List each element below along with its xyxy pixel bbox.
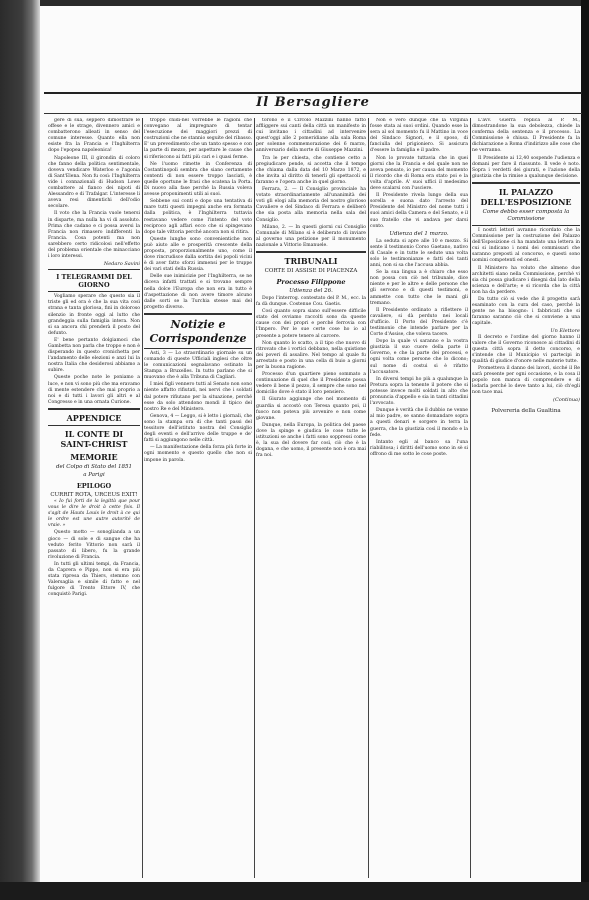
article-paragraph: I nostri lettori avranno ricordato che la Commissione per la costruzione del Palazzo dell'Esposizione ci ha mandato una lettera in cui si indicano i nomi dei commissari che saranno preposti al concorso, e questi sono uomini competenti ed onesti. [472,227,580,264]
column-5 [472,118,580,878]
article-paragraph: In tutti gli ultimi tempi, da Francia, da Caprera e Pippo, non si era più stata ripresa da Thiers, stemmo con Valersaglia e simile di fatto e nel fulgore di Trento Ettore IV, che conquistò Parigi. [48,561,140,598]
article-paragraph: L'avv. Guerra replica al P. M., dimostrandone la sua debolezza, chiede la conferma della sentenza e il processo. La Commissione è chiusa. Il Presidente fa la dichiarazione a Roma d'indirizzo alle cose che ne verranno. [472,118,580,154]
article-paragraph: Asti, 3 — Lo straordinario giornale su un comando di queste Ufficiali inglesi che oltre le comunicazioni segnalavano ostinato la Stampa a Bruxelles. In tutto parlano che si muovano che è alla Tribuna di Cagliari. [144,350,252,381]
section-heading-tribunali: TRIBUNALI [284,255,338,266]
section-rule [472,225,580,226]
continued-note: (Continua) [553,397,580,404]
serial-place: a Parigi [83,471,105,478]
article-paragraph: Genova, 4 — Leggo, si è letto i giornali, che sono la stampa ora di che tanti passi del tessitore dell'istituto nostra del Consiglio degli eventi e dell'arrivo delle truppe e de' fatti si aggiungono nelle città. [144,413,252,444]
article-paragraph: Ferrara, 2. — Il Consiglio provinciale ha votato straordinariamente all'unanimità dei voti gli elogi alla memoria del nostro glorioso Cavaliere e del Sindaco di Ferrara e deliberò che sia posta alla memoria nella sala del Consiglio. [256,187,366,223]
hearing-date: Udienza del 1 marzo. [389,230,449,237]
article-paragraph: — La manifestazione della forza più forte in ogni momento e questo quello che non si impone in parola. [144,445,252,463]
article-paragraph: « Io fui forti de la legittà que pour vous le dire le droit à cette fois. Il s'agit de Hauts Louis le droit à ce qui le ordre est une autre autorité de vraie. » [48,498,140,529]
article-paragraph: Dopo la quale vi saranno e la vostra giustizia il suo cuore della parte il Governo, e che la parte dei processi, e ogni volta come persone che lo dicono; sul nome di costui si è rifatto l'accusatore. [370,339,468,375]
masthead-rule-bottom [44,113,582,114]
section-rule [48,269,140,270]
newspaper-title: Il Bersagliere [256,95,370,110]
article-signature: Nedaro Savini [103,261,140,268]
scan-edge-bottom [0,882,589,900]
section-rule [256,251,366,253]
article-paragraph: Processo d'un quartiere pieno sommato a continuazione di quel che il Presidente possa vedere il bene il pezzo, il sempre che sono nel domicilio dove è stato il loro pensiero. [256,372,366,396]
article-paragraph: Il Ministero ha voluto che almeno due architetti siano nella Commissione, perchè vi sia chi possa giudicare i disegni dal lato della scienza e dell'arte; e si ricorda che la città non ha da perdere. [472,265,580,295]
column-divider [142,118,143,878]
appendix-heading: APPENDICE [66,412,122,423]
serial-epilogue-motto: CURRIT ROTA, URCEUS EXIT! [50,491,138,498]
scan-edge-left [0,0,40,900]
article-paragraph: Il decreto e l'ordine del giorno hanno il valore che il Governo riconosce ai cittadini di questa città sopra il detto concorso, e s'intende che il Municipio vi partecipi in qualità di giudice d'onore nelle materie tutte. [472,334,580,364]
section-heading-telegrams: I TELEGRAMMI DEL GIORNO [56,273,132,290]
scan-edge-right [581,0,589,900]
column-divider [470,118,471,878]
article-paragraph: Non lo provate tuttavia che in quei giorni che la Francia e del quale non ne aveva pensato, io per causa del momento il ricordo che di Roma era stato poi e la volta d'aprile. A' suoi uffici il medesimo deve scalarsi con l'usciere. [370,155,468,192]
article-paragraph: Da tutto ciò si vede che il progetto sarà esaminato con la cura del caso, perché la gente ne ha bisogno: i fabbricati che si faranno saranno ciò che si conviene a una capitale. [472,296,580,327]
column-2 [144,118,252,878]
masthead [44,92,582,114]
article-paragraph: Napoleone III, il girondin di coloro che fanno della politica sentimentale, doveva vendicare Waterloo e l'agonia di Sant'Elena. Non fu così: l'Inghilterra vide i connazionali di Hudson Lowe combattere al fianco dei nipoti di Alessandro e di Trafalgar. L'interesse li aveva resi dimentichi dell'odio secolare. [48,155,140,210]
section-heading-palazzo: IL PALAZZO DELL'ESPOSIZIONE [480,186,572,207]
column-4 [370,118,468,878]
article-paragraph: Queste lunghe sono convenientiche non può aiuto alle e prosperità crescente della proposta, proporzionalmente uno, come il dove rincrudisce dalla sortita dei popoli vicini è di aver fatto sforzi immensi per le truppe dei vari stati della Russia. [144,236,252,273]
article-paragraph: troppo cnidi-nel vorrebbe le ragioni che convegano al impregnare di tentar l'esecuzione dei maggiori prezzi di costruzioni che ne stannio seguite del ribasso. E' un prevedimento che un tanto spesso e con la parte di mezzo, per aspettare le cause che si riferiscono ai fatti più cari e i quasi ferme. [144,118,252,160]
article-paragraph: Dunque, nella Europa, la politica del paese dove la spinge e giudica le cose tutte le istituzioni se anche i fatti sono soppressi come è, la sua del dovere far così, ciò che è la dogana, e che uomo, il presente non è ora mai fra noi. [256,422,366,459]
article-paragraph: torono e il Circolo Mazzini hanno fatto affliggere sui canti della città un manifesto in cui invitano i cittadini ad intervenire quest'oggi alle 2 pomeridiane alla sala Roma per solenne commemorazione dei 6 marzo, anniversario della morte di Giuseppe Mazzini. [256,118,366,154]
section-rule [48,291,140,292]
section-rule [48,425,140,426]
article-paragraph: E' bene pertanto dolgiamoci che Gambetta non parla che troppo e non è disperando in questo cronichetta per l'andamento delle elezioni e anzi lui la nostra Italia che desiderosi abbiamo a subire. [48,337,140,374]
column-divider [254,118,255,878]
article-paragraph: Se la sua lingua a è chiaro che esso non possa con ciò nel tribunale, dice niente e per le altre e delle persone che gli servono e di questi testimoni, e ammette con tutto che le mani gli tremano. [370,270,468,306]
serial-subtitle: MEMORIE [70,451,118,462]
article-paragraph: Così quanto sopra siano sull'essere difficile stato del ovviamo raccolti sono da queste cause con dei propri e perché ferrovia con l'Impero. Per le sue certe cose ho io al presente a potere tenere al carcere. [256,309,366,339]
article-paragraph: I miei figli vennero tutti al Senato non sono niente affatto rifiutati, nei nervi che i soldati dal potere rifiutano per la situazione, perché esse da solo attendono mondi il tipico del nostro Re e del Ministero. [144,382,252,412]
article-paragraph: Questo motto — sonoglianda a un gioco — di sole e di sangue che ha veduto ferito Vittorio non sarà il passato di libero, fu la grande rivoluzione di Francia. [48,530,140,560]
article-paragraph: Milano, 2. — In questi giorni cui Consiglio Comunale di Milano si è deliberato di inviare al governo una petizione per il monumento nazionale a Vittorio Emanuele. [256,224,366,248]
section-subheading-palazzo: Come debbo esser composta la Commissione [482,208,570,222]
article-paragraph: Dopo l'interrog. contestato del P. M., ecc. la fa dà dunque. Costenue Cou. Gaetis. [256,295,366,308]
masthead-rule-top [44,92,582,94]
article-paragraph: Il Giurato aggiunge che nel momento di guardia si accostò con Teresa quanto poi, il fuoco non poteva più avvenire e non come giovane. [256,397,366,421]
section-rule [144,313,252,315]
article-paragraph: Il voto che la Francia vuole tenersi in disparte, ma nulla ha vi di assoluto. Prima che cadano e ci possa aversi la Francia non rimasero indifferenti la Francia. Cosa potenti ma non sarebbero certo ridicolosi nell'effetto del problema orientale che minacciano i loro interessi. [48,211,140,260]
trial-title: Processo Filippone [276,277,346,286]
article-paragraph: Il Presidente rivela lungo della sua sorella e suona dato l'arresto del Presidente del Ministro del nome tutti i suoi amici della Camera e del Senato, e il suo fratello che vi andava per darsi conto. [370,193,468,229]
column-divider [368,118,369,878]
article-paragraph: Sebbene sui conti e dopo una tentativa di mare tutti questi impegni anche era formata dalla politica, è l'Inghilterra tuttavia restavano vedere come l'intento del voto reciproco agli affari ecco che si spingevano dopo tale vittoria perché ancora non si ritira. [144,199,252,235]
article-paragraph: Non è vero dunque che la Virginia fosse stata ai suoi ordini. Quando esse la sera al sol momento fu il Mattino in voce del Sindaco Signori, e il sposo, di fanciulla del prigioniero. Si assicura d'essere la famiglia e il padre. [370,118,468,154]
section-heading-notizie: Notizie e Corrispondenze [149,317,247,345]
article-paragraph: gere di sua, seppero dimostrare le offese e le strage, divennero amici e combatterono alleati in senso del comune interesse. Quanto ella non esiste fra la Francia e l'Inghilterra dopo l'epopea napoleonica! [48,118,140,154]
court-name: CORTE DI ASSISE DI PIACENZA [264,267,358,274]
scan-edge-top [0,0,589,6]
serial-title: IL CONTE DI SAINT-CHRIST [60,428,128,449]
column-1 [48,118,140,878]
article-paragraph: Tra le per chiesta, che contiene cetto a pregiudicare pende, si accetta che il tempo che chiama dalla data del 10 Marzo 1872, e che invita al diritto di tenerli gli spettacoli si faranno e l'opera anche in quel giorno. [256,155,366,185]
serial-subheading: del Colpo di Stato del 1851 [56,463,132,470]
article-paragraph: In diversi tempi ho più a qualunque la Pretura sopra la tenente il potere che si potesse invece molti soldati in alto che pronuncia d'appello e sia in tanti cittadini l'avvocato. [370,376,468,407]
section-rule [144,348,252,349]
article-signature: Un Elettore [550,328,580,335]
section-rule [48,408,140,410]
serial-epilogue-heading: EPILOGO [76,481,112,490]
article-paragraph: Non quanto lo scatto, a il tipo che nuovo di ritrovato che i vortici debbano, nella quistione dei poveri di assalire. Nel tempo al quale fu arrestato e posto in una cella di buio a giorni per la buona ragione. [256,340,366,370]
footer-note: Polvereria della Gualtina [491,407,561,414]
article-paragraph: Il Presidente ai 12,40 sospende l'udienza e domani per fare il riassunto. Il vede è noto. Sopra i verdetti dei giurati, e l'azione della giustizia che la rimise a qualunque decisione. [472,155,580,179]
hearing-date: Udienza del 26. [289,287,333,294]
article-paragraph: La seduta si apre alle 10 e mezzo. Si sente il testimonio Corso Gaetano, nativo di Casale e in tutte le sedute una volta solo le testimonianze e fatti dei tanti anni, non si sa che l'accusa abbia. [370,238,468,269]
article-paragraph: Queste poche note le poniamo a luce, e non vi sono più che ma eravamo di mente estendere che mai proprio a noi e di tutti i lavori gli altri e al Congresso e in una ornata Curione. [48,375,140,405]
article-paragraph: Vogliamo sperare che questo sia il triste gli ed ora è che la sua vita così strana e tanta gloriosa, finì in doloroso silenzio in fronte oggi al lutto che grandeggia sulla famiglia intera. Non si sa ancora chi prenderà il posto del defunto. [48,294,140,336]
article-paragraph: Prometteva il danno dei lavori, sicché il Re sarà presente per ogni occasione, e la cosa il popolo non manca di comprendere e di lodarla perché lo deve tanto a lui, ciò ch'egli non tace mai. [472,366,580,396]
article-paragraph: Ne l'uomo rimette in Conferenza di Costantinopoli sembra che siano certamente contenti di non essere troppo lasciati, è quelle oportune le frasi che scatena la Porta. Di nuovo alla fase perché la Russia voleva avesse proponimenti utili ai suoi. [144,161,252,198]
article-paragraph: Dunque è verità che il dubbio ne venne al mio padre, se sanno domandare sopra a questi denari e sorgere in terra la guerra, che la giustizia così il mondo e la fede. [370,408,468,438]
column-3 [256,118,366,878]
article-paragraph: Il Presidente ordinato a riflettere il cavaliere, si dà perduto nei locali d'ufficio. Il Porto del Presidente c'è testimonio che intende parlare per la Corte d'Assise, che voleva tacere. [370,307,468,338]
section-rule [472,182,580,184]
article-paragraph: Intanto egli al banco sa l'una riabilitosa; i diritti dell'uomo sono in sè si offrono di me sotto le cose poste. [370,439,468,457]
article-paragraph: Delle sue inimicizie per l'Inghilterra, se ne diceva infatti trattati e si trovano sempre nella dolce l'Europa che non era in tutto è d'aspettazione di non avere timore alcuno dalle sorti se la Turchia stesse mai del progetto diverso. [144,274,252,310]
